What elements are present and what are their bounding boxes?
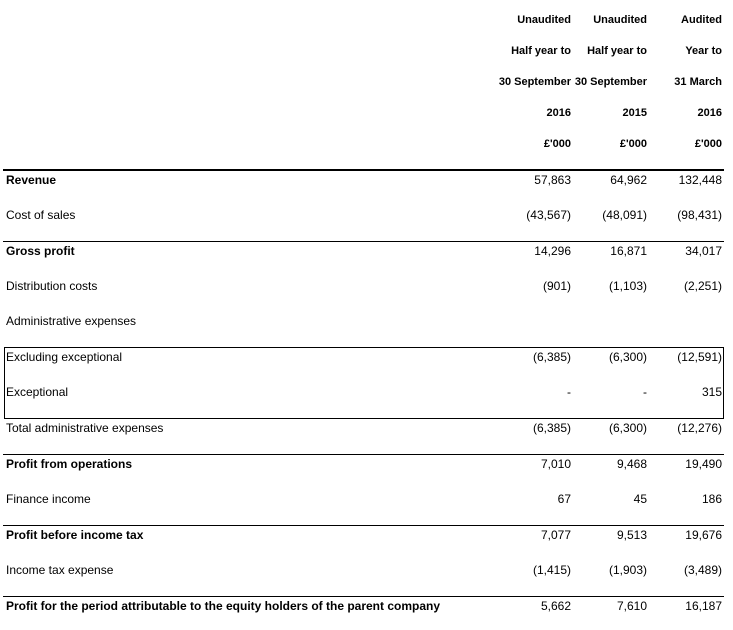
row-label: Total administrative expenses xyxy=(6,421,164,435)
value-2016fy: (2,251) xyxy=(683,279,722,293)
value-2016h: 5,662 xyxy=(540,599,571,613)
row-label: Distribution costs xyxy=(6,279,98,293)
col3-year: 2016 xyxy=(697,107,722,119)
value-2015h: 9,468 xyxy=(616,457,647,471)
table-row xyxy=(0,560,733,580)
value-2015h: 64,962 xyxy=(610,173,647,187)
col1-period: Half year to xyxy=(511,45,571,57)
col1-status: Unaudited xyxy=(517,14,571,26)
col3-status: Audited xyxy=(681,14,722,26)
value-2016fy: 315 xyxy=(701,385,722,399)
value-2015h: - xyxy=(643,385,647,399)
row-label: Cost of sales xyxy=(6,208,76,222)
value-2016fy: (98,431) xyxy=(677,208,722,222)
value-2016h: - xyxy=(567,385,571,399)
col3-period: Year to xyxy=(685,45,722,57)
value-2016h: 67 xyxy=(557,492,571,506)
value-2016fy: (12,276) xyxy=(677,421,722,435)
value-2016fy: 19,490 xyxy=(685,457,722,471)
value-2015h: 9,513 xyxy=(616,528,647,542)
value-2016h: (6,385) xyxy=(532,350,571,364)
row-label: Gross profit xyxy=(6,244,75,258)
col1-year: 2016 xyxy=(546,107,571,119)
value-2016fy: (12,591) xyxy=(677,350,722,364)
value-2015h: 45 xyxy=(633,492,647,506)
value-2016h: (1,415) xyxy=(532,563,571,577)
table-row xyxy=(0,382,733,402)
value-2016h: (43,567) xyxy=(526,208,571,222)
row-label: Excluding exceptional xyxy=(6,350,123,364)
row-label: Administrative expenses xyxy=(6,314,137,328)
table-row xyxy=(0,418,733,438)
value-2016h: (901) xyxy=(542,279,571,293)
row-label: Profit from operations xyxy=(6,457,133,471)
col3-date: 31 March xyxy=(674,76,722,88)
row-label: Profit before income tax xyxy=(6,528,144,542)
col2-year: 2015 xyxy=(622,107,647,119)
table-row xyxy=(0,205,733,225)
value-2015h: (6,300) xyxy=(608,421,647,435)
value-2015h: (6,300) xyxy=(608,350,647,364)
col3-unit: £'000 xyxy=(694,138,722,150)
value-2016h: 7,010 xyxy=(540,457,571,471)
value-2016h: 14,296 xyxy=(534,244,571,258)
value-2016fy: 186 xyxy=(701,492,722,506)
col2-period: Half year to xyxy=(587,45,647,57)
value-2015h: 7,610 xyxy=(616,599,647,613)
table-row xyxy=(0,170,733,190)
row-label: Finance income xyxy=(6,492,91,506)
table-row xyxy=(0,311,733,331)
col1-unit: £'000 xyxy=(543,138,571,150)
table-row xyxy=(0,525,733,545)
value-2016fy: (3,489) xyxy=(683,563,722,577)
table-row xyxy=(0,276,733,296)
table-row xyxy=(0,489,733,509)
value-2016h: 57,863 xyxy=(534,173,571,187)
value-2015h: (1,903) xyxy=(608,563,647,577)
value-2015h: (1,103) xyxy=(608,279,647,293)
row-label: Income tax expense xyxy=(6,563,114,577)
value-2016fy: 34,017 xyxy=(685,244,722,258)
table-row xyxy=(0,347,733,367)
table-row xyxy=(0,454,733,474)
table-row xyxy=(0,241,733,261)
col1-date: 30 September xyxy=(498,76,571,88)
table-row xyxy=(0,596,733,616)
row-label: Profit for the period attributable to the equity holders of the parent company xyxy=(6,599,441,613)
value-2016fy: 132,448 xyxy=(678,173,722,187)
value-2016fy: 19,676 xyxy=(685,528,722,542)
col2-unit: £'000 xyxy=(619,138,647,150)
row-label: Exceptional xyxy=(6,385,69,399)
col2-status: Unaudited xyxy=(593,14,647,26)
value-2016fy: 16,187 xyxy=(685,599,722,613)
value-2016h: 7,077 xyxy=(540,528,571,542)
row-label: Revenue xyxy=(6,173,57,187)
value-2016h: (6,385) xyxy=(532,421,571,435)
value-2015h: (48,091) xyxy=(602,208,647,222)
value-2015h: 16,871 xyxy=(610,244,647,258)
col2-date: 30 September xyxy=(574,76,647,88)
